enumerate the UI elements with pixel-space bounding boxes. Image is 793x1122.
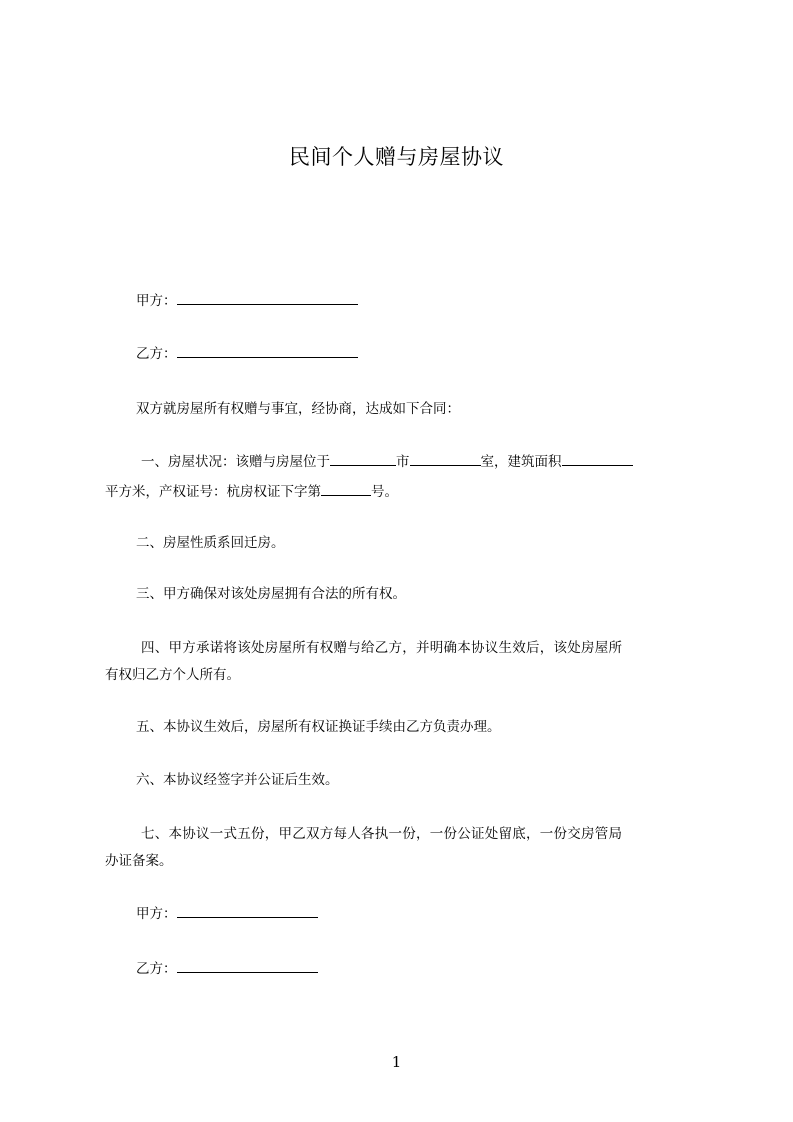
clause-6: 六、本协议经签字并公证后生效。 [136,772,339,788]
party-b-label: 乙方： [136,346,177,362]
address-blank[interactable] [330,451,396,466]
clause-1-line-2 [105,477,705,507]
party-b-line [105,339,736,369]
party-a-label: 甲方： [136,293,177,309]
room-blank[interactable] [410,451,481,466]
signature-b-line [105,954,736,984]
document-title: 民间个人赠与房屋协议 [289,145,504,169]
certificate-number-blank[interactable] [321,481,371,496]
clause-1-area-unit: 平方米，产权证号：杭房权证下字第 [105,484,321,500]
signature-b-label: 乙方： [136,961,177,977]
clause-1-line-1 [105,447,741,477]
clause-4-line-1: 四、甲方承诺将该处房屋所有权赠与给乙方，并明确本协议生效后，该处房屋所 [141,640,623,656]
clause-2: 二、房屋性质系回迁房。 [136,535,285,551]
clause-1-city: 市 [396,454,410,470]
clause-1-room: 室，建筑面积 [480,454,562,470]
party-b-blank[interactable] [177,343,358,358]
signature-a-label: 甲方： [136,906,177,922]
party-a-blank[interactable] [177,290,358,305]
signature-b-blank[interactable] [177,958,318,973]
intro-paragraph: 双方就房屋所有权赠与事宜，经协商，达成如下合同： [136,401,460,417]
clause-7-line-1: 七、本协议一式五份，甲乙双方每人各执一份，一份公证处留底，一份交房管局 [141,826,623,842]
signature-a-blank[interactable] [177,903,318,918]
page-number: 1 [391,1053,402,1071]
clause-1-prefix: 一、房屋状况：该赠与房屋位于 [141,454,330,470]
party-a-line [105,286,736,316]
clause-1-suffix: 号。 [371,484,398,500]
clause-3: 三、甲方确保对该处房屋拥有合法的所有权。 [136,586,406,602]
clause-4-line-2: 有权归乙方个人所有。 [105,667,240,683]
clause-7-line-2: 办证备案。 [105,853,173,869]
area-blank[interactable] [562,451,633,466]
signature-a-line [105,899,736,929]
clause-5: 五、本协议生效后，房屋所有权证换证手续由乙方负责办理。 [136,719,501,735]
